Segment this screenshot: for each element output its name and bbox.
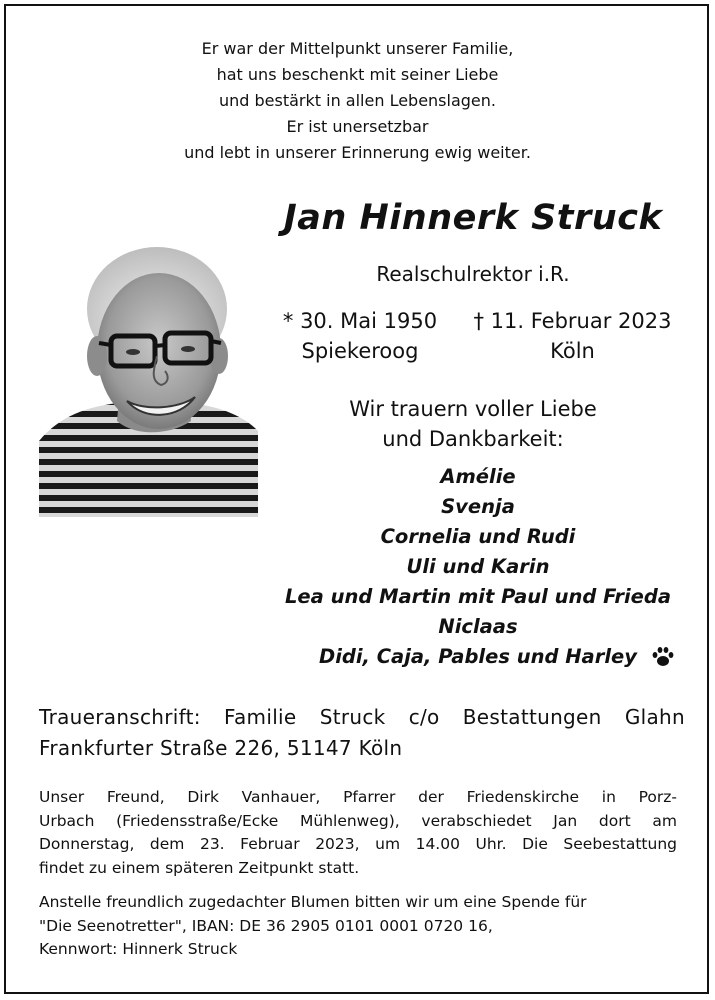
deceased-name: Jan Hinnerk Struck: [283, 198, 663, 238]
paw-print-icon: [651, 645, 675, 669]
death-date: † 11. Februar 2023: [473, 309, 672, 333]
birth-date: * 30. Mai 1950: [282, 309, 438, 333]
family-list: [258, 462, 698, 672]
donation-info: [39, 891, 679, 962]
mourning-address: [39, 702, 685, 764]
deceased-title: Realschulrektor i.R.: [376, 262, 570, 286]
poem-line: hat uns beschenkt mit seiner Liebe: [216, 65, 499, 84]
donation-line: Anstelle freundlich zugedachter Blumen bitten wir um eine Spende für: [39, 893, 587, 911]
family-member: Svenja: [441, 495, 515, 518]
address-line: Traueranschrift: Familie Struck c/o Bestattungen Glahn: [39, 705, 685, 729]
poem-line: und bestärkt in allen Lebenslagen.: [218, 91, 496, 110]
funeral-line: findet zu einem späteren Zeitpunkt statt.: [39, 858, 360, 877]
funeral-line: Donnerstag, dem 23. Februar 2023, um 14.00 Uhr. Die Seebestattung: [39, 835, 677, 853]
donation-line: "Die Seenotretter", IBAN: DE 36 2905 0101 0001 0720 16,: [39, 916, 493, 935]
poem-line: und lebt in unserer Erinnerung ewig weiter.: [184, 143, 531, 162]
family-member: Didi, Caja, Pables und Harley: [319, 645, 637, 668]
mourning-statement: [258, 394, 688, 454]
family-member: Uli und Karin: [406, 555, 550, 578]
birth-place: Spiekeroog: [301, 339, 419, 363]
birth-column: [270, 306, 450, 366]
death-place: Köln: [550, 339, 595, 363]
funeral-line: Urbach (Friedensstraße/Ecke Mühlenweg), verabschiedet Jan dort am: [39, 811, 677, 830]
family-member: Lea und Martin mit Paul und Frieda: [285, 585, 671, 608]
death-column: [460, 306, 685, 366]
funeral-info: [39, 786, 677, 880]
family-member: Amélie: [440, 465, 516, 488]
poem-line: Er ist unersetzbar: [286, 117, 429, 136]
portrait-photo: [39, 231, 258, 517]
memorial-poem: [0, 36, 715, 166]
poem-line: Er war der Mittelpunkt unserer Familie,: [201, 39, 514, 58]
donation-line: Kennwort: Hinnerk Struck: [39, 940, 238, 958]
mourning-line: und Dankbarkeit:: [382, 427, 564, 451]
family-member: Niclaas: [438, 615, 518, 638]
address-line: Frankfurter Straße 226, 51147 Köln: [39, 736, 403, 760]
funeral-line: Unser Freund, Dirk Vanhauer, Pfarrer der Friedenskirche in Porz-: [39, 788, 677, 806]
mourning-line: Wir trauern voller Liebe: [349, 397, 597, 421]
family-member: Cornelia und Rudi: [380, 525, 576, 548]
